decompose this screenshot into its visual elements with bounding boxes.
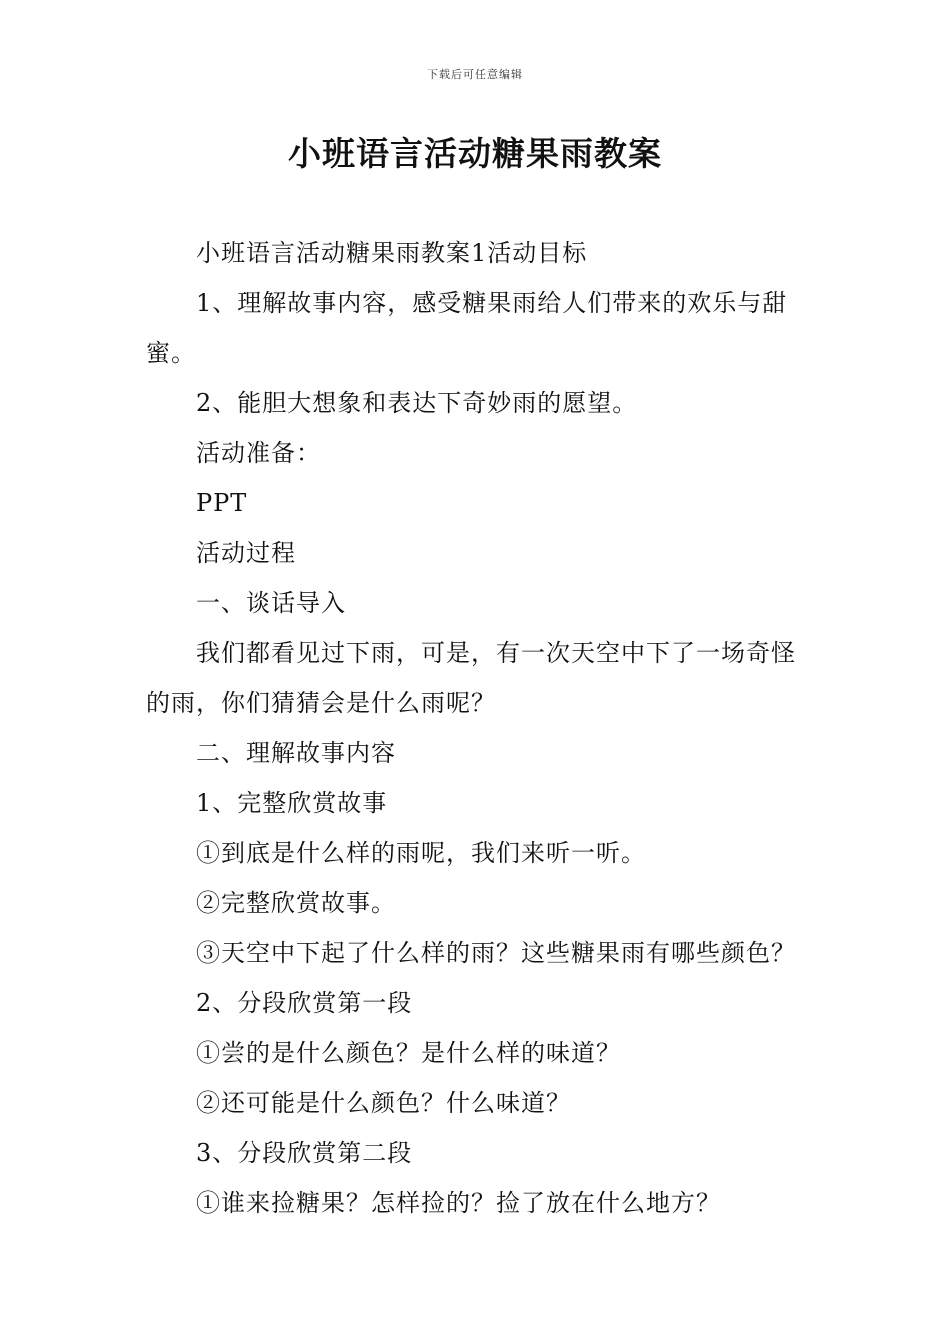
paragraph-intro: 我们都看见过下雨，可是，有一次天空中下了一场奇怪的雨，你们猜猜会是什么雨呢？ xyxy=(146,639,796,717)
paragraph-step-1-c: ③天空中下起了什么样的雨？这些糖果雨有哪些颜色？ xyxy=(196,939,796,967)
paragraph-step-3: 3、分段欣赏第二段 xyxy=(196,1139,413,1167)
paragraph-step-2-a: ①尝的是什么颜色？是什么样的味道？ xyxy=(196,1039,621,1067)
paragraph-goal-2: 2、能胆大想象和表达下奇妙雨的愿望。 xyxy=(196,389,638,417)
document-body xyxy=(146,228,808,1228)
document-title: 小班语言活动糖果雨教案 xyxy=(288,134,662,173)
paragraph-step-3-a: ①谁来捡糖果？怎样捡的？捡了放在什么地方？ xyxy=(196,1189,721,1217)
paragraph-ppt: PPT xyxy=(196,489,248,517)
paragraph-step-1: 1、完整欣赏故事 xyxy=(196,789,388,817)
paragraph-section-2: 二、理解故事内容 xyxy=(196,739,396,767)
header-note: 下载后可任意编辑 xyxy=(427,68,523,81)
paragraph-heading-goals: 小班语言活动糖果雨教案1活动目标 xyxy=(196,239,588,267)
paragraph-section-1: 一、谈话导入 xyxy=(196,589,346,617)
paragraph-step-1-b: ②完整欣赏故事。 xyxy=(196,889,396,917)
paragraph-process: 活动过程 xyxy=(196,539,296,567)
paragraph-step-2-b: ②还可能是什么颜色？什么味道？ xyxy=(196,1089,571,1117)
paragraph-goal-1: 1、理解故事内容，感受糖果雨给人们带来的欢乐与甜蜜。 xyxy=(146,289,788,367)
paragraph-step-1-a: ①到底是什么样的雨呢，我们来听一听。 xyxy=(196,839,646,867)
paragraph-step-2: 2、分段欣赏第一段 xyxy=(196,989,413,1017)
paragraph-preparation: 活动准备： xyxy=(196,439,321,467)
